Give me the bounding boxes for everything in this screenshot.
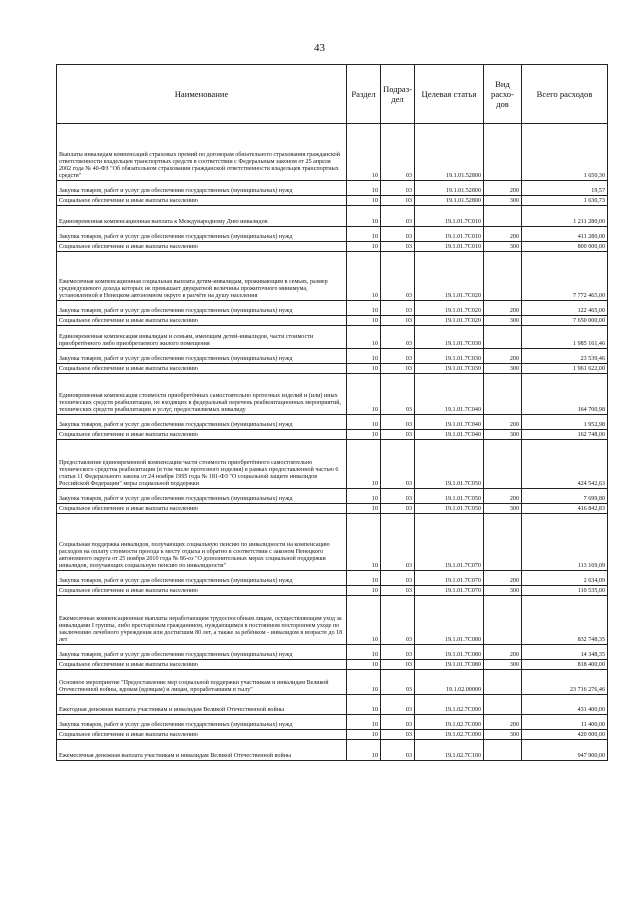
table-row <box>57 301 608 316</box>
row-expense-type <box>484 596 522 645</box>
row-name: Предоставление единовременной компенсации части стоимости приобретённого самостоятельно технического средства реабилитации (в том числе протезного изделия) в рамках предоставленной частью 6 статьи 11 Федерального закона от 24 ноября 1995 года № 181-ФЗ "О социальной защите инвалидов Российской Федерации" меры социальной поддержки <box>57 440 347 489</box>
row-total: 113 169,09 <box>522 514 608 571</box>
table-row <box>57 227 608 242</box>
row-subsection: 03 <box>381 695 415 715</box>
row-subsection: 03 <box>381 740 415 761</box>
row-section: 10 <box>347 206 381 227</box>
row-total: 2 634,09 <box>522 571 608 586</box>
row-subsection: 03 <box>381 670 415 695</box>
row-expense-type: 300 <box>484 242 522 252</box>
table-row <box>57 242 608 252</box>
row-article: 19.1.01.7C050 <box>415 489 484 504</box>
row-subsection: 03 <box>381 645 415 660</box>
row-subsection: 03 <box>381 227 415 242</box>
row-total: 23 539,46 <box>522 349 608 364</box>
row-expense-type <box>484 514 522 571</box>
row-name: Единовременная компенсация инвалидам и семьям, имеющим детей-инвалидов, части стоимости приобретённого либо приобретаемого жилого помещения <box>57 326 347 349</box>
row-expense-type: 200 <box>484 181 522 196</box>
row-name: Единовременная компенсация стоимости приобретённых самостоятельно протезных изделий и (или) иных технических средств реабилитации, не входящих в федеральный перечень реабилитационных мероприятий, технических средств реабилитации и услуг, предоставляемых инвалиду <box>57 374 347 415</box>
table-row <box>57 364 608 374</box>
row-article: 19.1.01.7C030 <box>415 349 484 364</box>
row-name: Закупка товаров, работ и услуг для обеспечения государственных (муниципальных) нужд <box>57 181 347 196</box>
row-name: Выплаты инвалидам компенсаций страховых премий по договорам обязательного страхования гражданской ответственности владельцев транспортных средств в соответствии с Федеральным законом от 25 апреля 2002 года № 40-ФЗ "Об обязательном страховании гражданской ответственности владельцев транспортных средств" <box>57 124 347 181</box>
row-name: Социальное обеспечение и иные выплаты населению <box>57 660 347 670</box>
budget-table <box>56 64 608 761</box>
row-section: 10 <box>347 645 381 660</box>
table-row <box>57 730 608 740</box>
row-total: 7 650 000,00 <box>522 316 608 326</box>
table-header-row <box>57 65 608 124</box>
row-subsection: 03 <box>381 181 415 196</box>
row-expense-type <box>484 206 522 227</box>
row-section: 10 <box>347 196 381 206</box>
row-article: 19.1.01.7C040 <box>415 374 484 415</box>
row-article: 19.1.01.7C040 <box>415 415 484 430</box>
header-total: Всего расходов <box>522 65 608 124</box>
row-expense-type: 200 <box>484 571 522 586</box>
row-total: 7 699,80 <box>522 489 608 504</box>
row-name: Социальное обеспечение и иные выплаты населению <box>57 430 347 440</box>
table-row <box>57 415 608 430</box>
row-name: Ежемесячные компенсационные выплаты неработающим трудоспособным лицам, осуществляющим уход за инвалидами I группы, либо престарелым гражданином, нуждающимся в постоянном постороннем уходе по заключению лечебного учреждения или достигшим 80 лет, а также за ребёнком - инвалидом в возрасте до 18 лет <box>57 596 347 645</box>
row-article: 19.1.01.7C050 <box>415 504 484 514</box>
row-subsection: 03 <box>381 730 415 740</box>
row-total: 162 748,00 <box>522 430 608 440</box>
row-article: 19.1.01.7C010 <box>415 206 484 227</box>
row-article: 19.1.01.7C040 <box>415 430 484 440</box>
row-article: 19.1.01.7C080 <box>415 660 484 670</box>
row-subsection: 03 <box>381 252 415 301</box>
row-name: Закупка товаров, работ и услуг для обеспечения государственных (муниципальных) нужд <box>57 645 347 660</box>
row-article: 19.1.01.7C020 <box>415 316 484 326</box>
row-section: 10 <box>347 514 381 571</box>
table-row <box>57 715 608 730</box>
row-article: 19.1.02.7C100 <box>415 740 484 761</box>
table-row <box>57 430 608 440</box>
row-section: 10 <box>347 242 381 252</box>
row-total: 818 400,00 <box>522 660 608 670</box>
row-article: 19.1.01.7C070 <box>415 586 484 596</box>
row-total: 164 700,98 <box>522 374 608 415</box>
row-total: 1 952,98 <box>522 415 608 430</box>
row-name: Закупка товаров, работ и услуг для обеспечения государственных (муниципальных) нужд <box>57 571 347 586</box>
row-name: Социальное обеспечение и иные выплаты населению <box>57 242 347 252</box>
row-article: 19.1.01.7C050 <box>415 440 484 489</box>
table-row <box>57 645 608 660</box>
row-expense-type <box>484 374 522 415</box>
table-row <box>57 740 608 761</box>
row-name: Ежемесячная компенсационная социальная выплата детям-инвалидам, проживающим в семьях, размер среднедушевого дохода которых не превышает двукратной величины прожиточного минимума, установленной в Ненецком автономном округе в расчёте на душу населения <box>57 252 347 301</box>
row-subsection: 03 <box>381 571 415 586</box>
row-name: Социальное обеспечение и иные выплаты населению <box>57 586 347 596</box>
row-subsection: 03 <box>381 715 415 730</box>
table-row <box>57 695 608 715</box>
row-name: Основное мероприятие "Предоставление мер социальной поддержки участникам и инвалидам Великой Отечественной войны, вдовам (вдовцам) и лицам, проработавшим в тылу" <box>57 670 347 695</box>
row-total: 800 000,00 <box>522 242 608 252</box>
row-subsection: 03 <box>381 514 415 571</box>
row-expense-type <box>484 740 522 761</box>
row-section: 10 <box>347 227 381 242</box>
row-section: 10 <box>347 430 381 440</box>
row-article: 19.1.01.7C070 <box>415 571 484 586</box>
row-section: 10 <box>347 364 381 374</box>
row-article: 19.1.01.7C080 <box>415 596 484 645</box>
table-row <box>57 326 608 349</box>
header-article: Целевая статья <box>415 65 484 124</box>
row-expense-type: 300 <box>484 730 522 740</box>
row-section: 10 <box>347 586 381 596</box>
row-total: 14 348,35 <box>522 645 608 660</box>
row-subsection: 03 <box>381 301 415 316</box>
row-total: 420 000,00 <box>522 730 608 740</box>
row-total: 7 772 465,00 <box>522 252 608 301</box>
row-article: 19.1.01.7C020 <box>415 252 484 301</box>
row-name: Социальное обеспечение и иные выплаты населению <box>57 504 347 514</box>
row-subsection: 03 <box>381 242 415 252</box>
row-section: 10 <box>347 695 381 715</box>
row-expense-type: 300 <box>484 196 522 206</box>
row-subsection: 03 <box>381 326 415 349</box>
header-expense-type: Вид расхо-дов <box>484 65 522 124</box>
row-section: 10 <box>347 374 381 415</box>
row-name: Закупка товаров, работ и услуг для обеспечения государственных (муниципальных) нужд <box>57 349 347 364</box>
row-expense-type: 200 <box>484 415 522 430</box>
row-expense-type <box>484 124 522 181</box>
table-row <box>57 670 608 695</box>
row-name: Социальное обеспечение и иные выплаты населению <box>57 316 347 326</box>
table-row <box>57 374 608 415</box>
row-total: 832 748,35 <box>522 596 608 645</box>
table-row <box>57 124 608 181</box>
row-article: 19.1.02.7C090 <box>415 695 484 715</box>
row-expense-type: 300 <box>484 430 522 440</box>
header-subsection: Подраз-дел <box>381 65 415 124</box>
row-total: 19,57 <box>522 181 608 196</box>
header-name: Наименование <box>57 65 347 124</box>
row-name: Закупка товаров, работ и услуг для обеспечения государственных (муниципальных) нужд <box>57 301 347 316</box>
row-article: 19.1.01.7C080 <box>415 645 484 660</box>
row-name: Социальное обеспечение и иные выплаты населению <box>57 364 347 374</box>
row-section: 10 <box>347 301 381 316</box>
table-row <box>57 660 608 670</box>
row-section: 10 <box>347 571 381 586</box>
table-row <box>57 316 608 326</box>
row-subsection: 03 <box>381 415 415 430</box>
row-section: 10 <box>347 489 381 504</box>
row-article: 19.1.01.52800 <box>415 196 484 206</box>
row-total: 411 280,00 <box>522 227 608 242</box>
row-total: 431 400,00 <box>522 695 608 715</box>
row-name: Закупка товаров, работ и услуг для обеспечения государственных (муниципальных) нужд <box>57 715 347 730</box>
row-name: Закупка товаров, работ и услуг для обеспечения государственных (муниципальных) нужд <box>57 489 347 504</box>
row-article: 19.1.01.7C030 <box>415 326 484 349</box>
row-article: 19.1.02.7C090 <box>415 730 484 740</box>
row-name: Ежемесячная денежная выплата участникам и инвалидам Великой Отечественной войны <box>57 740 347 761</box>
row-total: 947 900,00 <box>522 740 608 761</box>
row-subsection: 03 <box>381 349 415 364</box>
table-row <box>57 571 608 586</box>
row-article: 19.1.02.00000 <box>415 670 484 695</box>
row-total: 1 630,73 <box>522 196 608 206</box>
row-section: 10 <box>347 715 381 730</box>
row-section: 10 <box>347 316 381 326</box>
row-subsection: 03 <box>381 489 415 504</box>
row-article: 19.1.01.7C030 <box>415 364 484 374</box>
row-total: 1 211 280,00 <box>522 206 608 227</box>
row-total: 23 716 276,46 <box>522 670 608 695</box>
row-section: 10 <box>347 670 381 695</box>
row-expense-type <box>484 670 522 695</box>
row-subsection: 03 <box>381 374 415 415</box>
row-subsection: 03 <box>381 124 415 181</box>
row-section: 10 <box>347 252 381 301</box>
row-section: 10 <box>347 124 381 181</box>
row-article: 19.1.01.7C070 <box>415 514 484 571</box>
page-number: 43 <box>314 42 325 54</box>
row-total: 122 465,00 <box>522 301 608 316</box>
table-row <box>57 206 608 227</box>
row-subsection: 03 <box>381 196 415 206</box>
row-name: Ежегодная денежная выплата участникам и инвалидам Великой Отечественной войны <box>57 695 347 715</box>
table-row <box>57 586 608 596</box>
row-subsection: 03 <box>381 660 415 670</box>
row-total: 424 542,63 <box>522 440 608 489</box>
row-article: 19.1.01.7C020 <box>415 301 484 316</box>
row-name: Социальное обеспечение и иные выплаты населению <box>57 730 347 740</box>
row-section: 10 <box>347 740 381 761</box>
table-row <box>57 514 608 571</box>
row-subsection: 03 <box>381 316 415 326</box>
row-expense-type: 300 <box>484 660 522 670</box>
row-section: 10 <box>347 415 381 430</box>
row-expense-type: 200 <box>484 349 522 364</box>
row-subsection: 03 <box>381 440 415 489</box>
row-section: 10 <box>347 660 381 670</box>
row-section: 10 <box>347 596 381 645</box>
row-expense-type: 200 <box>484 645 522 660</box>
header-section: Раздел <box>347 65 381 124</box>
row-expense-type <box>484 440 522 489</box>
row-expense-type: 200 <box>484 301 522 316</box>
row-subsection: 03 <box>381 430 415 440</box>
row-subsection: 03 <box>381 206 415 227</box>
row-total: 110 535,00 <box>522 586 608 596</box>
row-total: 1 650,30 <box>522 124 608 181</box>
row-section: 10 <box>347 326 381 349</box>
row-expense-type <box>484 695 522 715</box>
table-row <box>57 504 608 514</box>
row-section: 10 <box>347 181 381 196</box>
row-total: 11 400,00 <box>522 715 608 730</box>
row-expense-type: 300 <box>484 316 522 326</box>
table-row <box>57 596 608 645</box>
row-expense-type: 300 <box>484 504 522 514</box>
row-section: 10 <box>347 349 381 364</box>
row-total: 416 842,83 <box>522 504 608 514</box>
row-name: Закупка товаров, работ и услуг для обеспечения государственных (муниципальных) нужд <box>57 227 347 242</box>
table-row <box>57 252 608 301</box>
row-name: Закупка товаров, работ и услуг для обеспечения государственных (муниципальных) нужд <box>57 415 347 430</box>
row-name: Социальная поддержка инвалидов, получающих социальную пенсию по инвалидности на компенсацию расходов на оплату стоимости проезда к месту отдыха и обратно в соответствии с законом Ненецкого автономного округа от 25 ноября 2010 года № 86-оз "О дополнительных мерах социальной поддержки инвалидов, получающих социальную пенсию по инвалидности" <box>57 514 347 571</box>
table-row <box>57 196 608 206</box>
row-article: 19.1.02.7C090 <box>415 715 484 730</box>
table-row <box>57 349 608 364</box>
row-expense-type: 300 <box>484 586 522 596</box>
row-article: 19.1.01.52800 <box>415 124 484 181</box>
row-subsection: 03 <box>381 586 415 596</box>
row-section: 10 <box>347 504 381 514</box>
row-expense-type: 200 <box>484 227 522 242</box>
row-subsection: 03 <box>381 504 415 514</box>
table-row <box>57 181 608 196</box>
row-expense-type: 200 <box>484 715 522 730</box>
row-expense-type <box>484 326 522 349</box>
row-total: 1 961 622,00 <box>522 364 608 374</box>
table-row <box>57 440 608 489</box>
row-name: Единовременная компенсационная выплата к Международному Дню инвалидов <box>57 206 347 227</box>
table-row <box>57 489 608 504</box>
row-section: 10 <box>347 730 381 740</box>
row-article: 19.1.01.7C010 <box>415 227 484 242</box>
row-name: Социальное обеспечение и иные выплаты населению <box>57 196 347 206</box>
row-expense-type: 300 <box>484 364 522 374</box>
row-article: 19.1.01.7C010 <box>415 242 484 252</box>
row-section: 10 <box>347 440 381 489</box>
row-expense-type <box>484 252 522 301</box>
row-subsection: 03 <box>381 364 415 374</box>
row-total: 1 985 161,46 <box>522 326 608 349</box>
row-article: 19.1.01.52800 <box>415 181 484 196</box>
row-subsection: 03 <box>381 596 415 645</box>
row-expense-type: 200 <box>484 489 522 504</box>
